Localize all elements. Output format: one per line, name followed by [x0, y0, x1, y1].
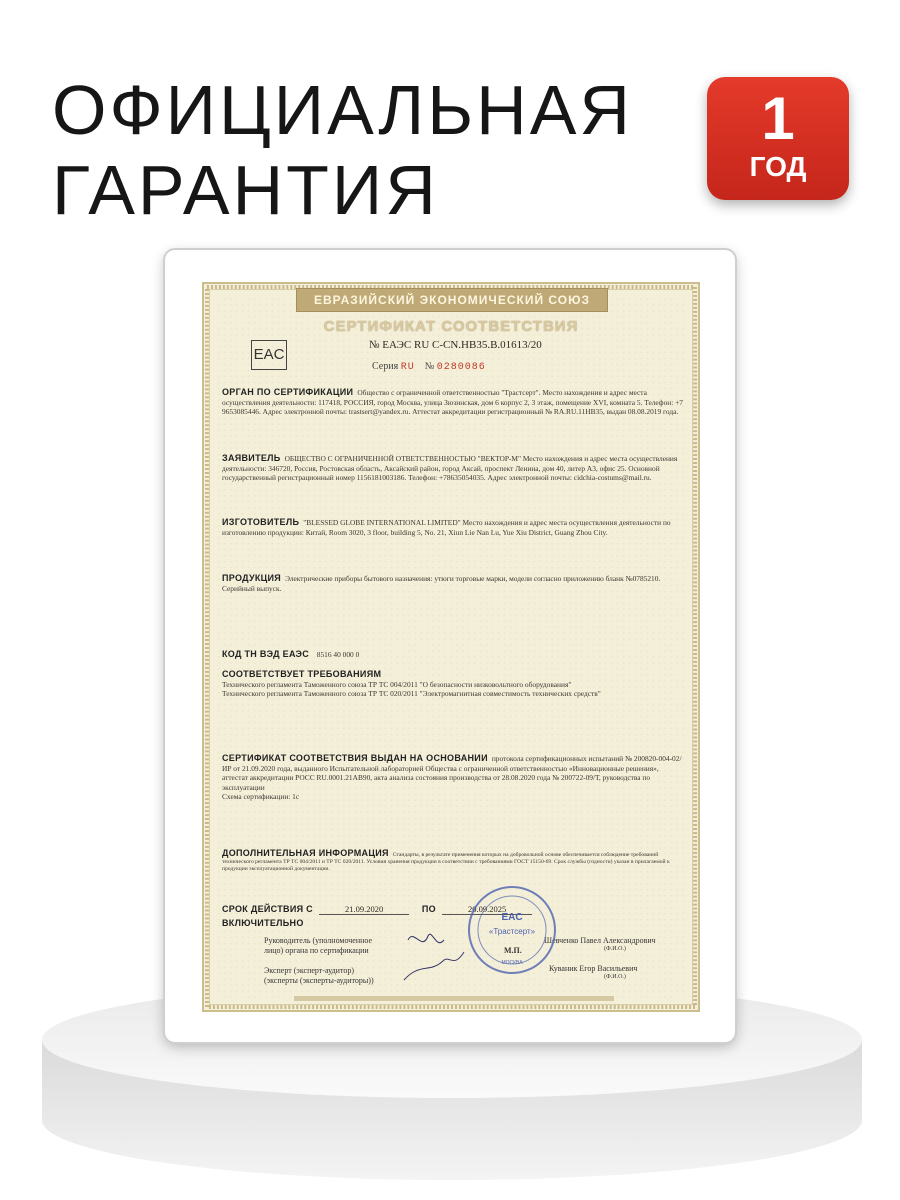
- headline-line-2: ГАРАНТИЯ: [52, 151, 439, 229]
- organ-label: ОРГАН ПО СЕРТИФИКАЦИИ: [222, 387, 354, 397]
- validity-inclusive: ВКЛЮЧИТЕЛЬНО: [222, 918, 304, 928]
- warranty-unit: ГОД: [749, 151, 807, 182]
- tnved-label: КОД ТН ВЭД ЕАЭС: [222, 649, 310, 659]
- expert-label: [264, 966, 374, 986]
- certification-stamp: [466, 884, 558, 976]
- expert-label-line-2: (эксперты (эксперты-аудиторы)): [264, 976, 374, 985]
- expert-name: Куваник Егор Васильевич: [549, 964, 638, 973]
- union-banner: ЕВРАЗИЙСКИЙ ЭКОНОМИЧЕСКИЙ СОЮЗ: [296, 288, 608, 312]
- requirements-block: [222, 670, 684, 699]
- head-name: Шевченко Павел Александрович: [544, 936, 656, 945]
- headline-line-1: ОФИЦИАЛЬНАЯ: [52, 71, 633, 149]
- manufacturer-block: [222, 518, 684, 537]
- tnved-block: [222, 650, 684, 660]
- applicant-block: [222, 454, 684, 483]
- requirements-line-1: Технического регламента Таможенного союза ТР ТС 004/2011 "О безопасности низковольтного оборудования": [222, 679, 572, 689]
- warranty-badge: [707, 77, 849, 200]
- product-text: Электрические приборы бытового назначения: утюги торговые марки, модели согласно приложению бланк №0785210.: [285, 574, 661, 583]
- head-label: [264, 936, 372, 956]
- stamp-city: МОСКВА: [501, 960, 523, 966]
- additional-text: Стандарты, в результате применения которых на добровольной основе обеспечивается соблюдение требований технического регламента ТР ТС 004/2011 и ТР ТС 020/2011. Условия хранения продукции в соответствии с требованиями ГОСТ 15150-69. Срок службы (годности) указан в прилагаемой к продукции эксплуатационной документации.: [222, 852, 670, 872]
- footer-strip: [294, 996, 614, 1001]
- validity-from-label: СРОК ДЕЙСТВИЯ С: [222, 904, 313, 914]
- organ-block: [222, 388, 684, 417]
- stamp-mp: М.П.: [504, 946, 522, 955]
- validity-from: 21.09.2020: [319, 904, 409, 915]
- certificate-series: [372, 361, 486, 373]
- requirements-label: СООТВЕТСТВУЕТ ТРЕБОВАНИЯМ: [222, 669, 382, 679]
- stamp-name: «Трастсерт»: [488, 927, 536, 936]
- serial-value: 0280086: [436, 362, 486, 373]
- certificate-title: СЕРТИФИКАТ СООТВЕТСТВИЯ: [323, 318, 579, 335]
- additional-block: [222, 850, 684, 873]
- product-extra: Серийный выпуск.: [222, 583, 282, 593]
- stamp-eac: EAC: [501, 912, 523, 923]
- basis-scheme: Схема сертификации: 1с: [222, 792, 300, 802]
- validity-to: 20.09.2025: [442, 904, 532, 915]
- organ-text: Общество с ограниченной ответственностью "Трастсерт". Место нахождения и адрес места осуществления деятельности: 117418, РОССИЯ, город Москва, улица Зюзинская, дом 6 корпус 2, 3 этаж, помещение XVI, комната 5. Телефон: +7 9653085446. Адрес электронной почты: trastsert@yandex.ru. Аттестат аккредитации регистрационный № RA.RU.11НВ35, выдан 08.08.2019 года.: [222, 388, 683, 417]
- manufacturer-label: ИЗГОТОВИТЕЛЬ: [222, 517, 300, 527]
- head-label-line-1: Руководитель (уполномоченное: [264, 936, 373, 945]
- expert-label-line-1: Эксперт (эксперт-аудитор): [264, 966, 355, 975]
- headline: [52, 70, 633, 230]
- basis-text: протокола сертификационных испытаний № 200820-004-02/ИР от 21.09.2020 года, выданного Испытательной лабораторией Общества с ограниченной ответственностью «Инновационные решения», аттестат аккредитации РОСС RU.0001.21АВ90, акта анализа состояния производства от 28.08.2020 года № 200722-09/Т, руководства по эксплуатации: [222, 754, 682, 792]
- series-value: RU: [400, 362, 415, 373]
- head-label-line-2: лицо) органа по сертификации: [264, 946, 369, 955]
- manufacturer-text: "BLESSED GLOBE INTERNATIONAL LIMITED" Место нахождения и адрес места осуществления деятельности по изготовлению продукции: Китай, Room 3020, 3 floor, building 5, No. 21, Xiun Lie Nan Lu, Yue Xiu District, Guang Zhou City.: [222, 518, 671, 537]
- certificate-number: № ЕАЭС RU С-CN.НВ35.В.01613/20: [369, 339, 542, 351]
- certificate-frame: [165, 250, 735, 1042]
- series-label: Серия: [372, 361, 399, 372]
- tnved-value: 8516 40 000 0: [316, 650, 360, 659]
- warranty-years: 1: [761, 85, 795, 152]
- requirements-line-2: Технического регламента Таможенного союза ТР ТС 020/2011 "Электромагнитная совместимость технических средств": [222, 689, 601, 699]
- certificate: [202, 282, 700, 1012]
- expert-caption: (Ф.И.О.): [604, 974, 626, 980]
- product-block: [222, 574, 684, 593]
- basis-block: [222, 754, 684, 802]
- basis-label: СЕРТИФИКАТ СООТВЕТСТВИЯ ВЫДАН НА ОСНОВАНИИ: [222, 753, 488, 763]
- validity-to-label: ПО: [421, 904, 436, 914]
- applicant-text: ОБЩЕСТВО С ОГРАНИЧЕННОЙ ОТВЕТСТВЕННОСТЬЮ "ВЕКТОР-М" Место нахождения и адрес места осуществления деятельности: 346720, Россия, Ростовская область, Аксайский район, город Аксай, проспект Ленина, дом 40, литер А3, офис 25. Основной государственный регистрационный номер 1156181003186. Телефон: +78635054035. Адрес электронной почты: cidchia-costums@mail.ru.: [222, 454, 678, 483]
- additional-label: ДОПОЛНИТЕЛЬНАЯ ИНФОРМАЦИЯ: [222, 848, 389, 858]
- applicant-label: ЗАЯВИТЕЛЬ: [222, 453, 281, 463]
- eac-logo: EAC: [251, 340, 287, 370]
- head-caption: (Ф.И.О.): [604, 946, 626, 952]
- product-label: ПРОДУКЦИЯ: [222, 573, 282, 583]
- serial-label: №: [424, 361, 435, 372]
